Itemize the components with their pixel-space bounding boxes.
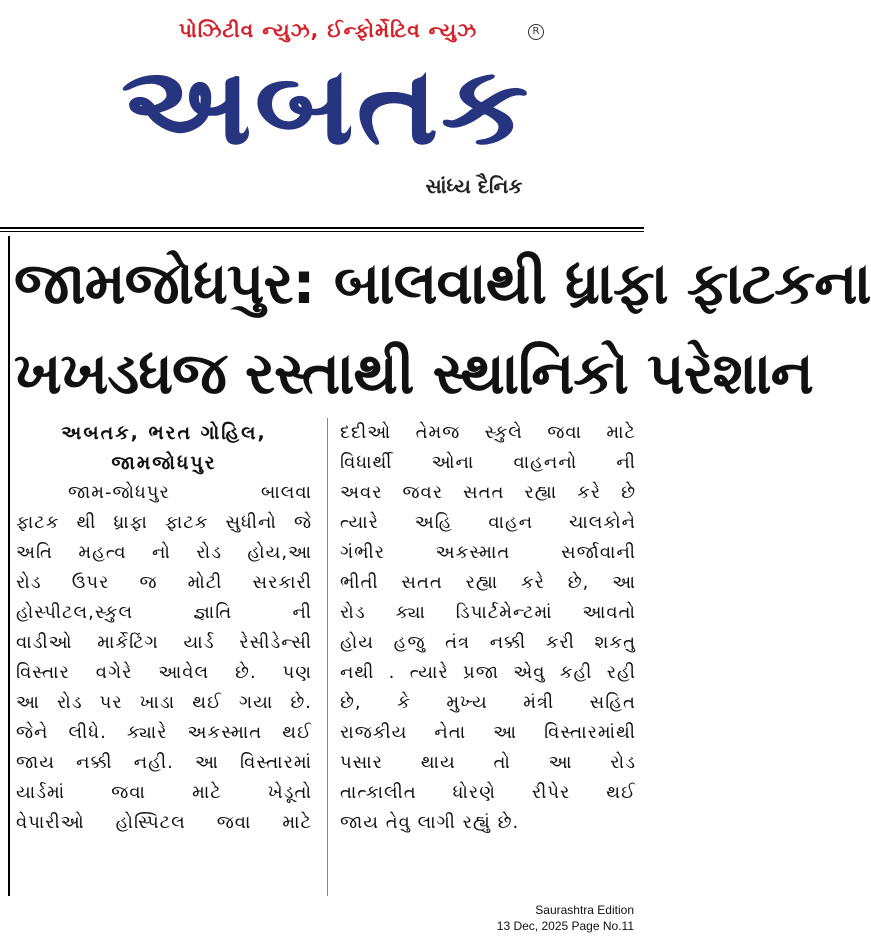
body-line: રાજકીય નેતા આ વિસ્તારમાંથી — [340, 722, 636, 743]
masthead-subtitle: સાંધ્ય દૈનિક — [425, 174, 523, 198]
body-line: જાય નક્કી નહી. આ વિસ્તારમાં — [16, 752, 312, 773]
body-line: ભીતી સતત રહ્યા કરે છે, આ — [340, 572, 636, 593]
masthead-tagline: પોઝિટીવ ન્યુઝ, ઈન્ફોર્મેટિવ ન્યુઝ — [178, 18, 478, 42]
body-line: ગંભીર અકસ્માત સર્જાવાની — [340, 542, 636, 563]
body-line: ત્યારે અહિ વાહન ચાલકોને — [340, 512, 636, 533]
body-line: નથી . ત્યારે પ્રજા એવુ કહી રહી — [340, 662, 636, 683]
masthead — [0, 0, 644, 222]
date-page-label: 13 Dec, 2025 Page No.11 — [496, 919, 634, 933]
body-line: પસાર થાય તો આ રોડ — [340, 752, 636, 773]
body-line: વાડીઓ માર્કેટિંગ યાર્ડ રેસીડેન્સી — [16, 632, 312, 653]
byline-location: જામજોધપુર — [111, 452, 217, 474]
body-line: વિસ્તાર વગેરે આવેલ છે. પણ — [16, 662, 312, 683]
body-line: જામ-જોધપુર બાલવા — [68, 482, 312, 503]
body-line: જેને લીધે. ક્યારે અકસ્માત થઈ — [16, 722, 312, 743]
body-line: તાત્કાલીત ધોરણે રીપેર થઈ — [340, 782, 636, 803]
column-divider — [327, 418, 328, 896]
body-line: દદીઓ તેમજ સ્કુલે જવા માટે — [340, 422, 636, 443]
body-line: હોસ્પીટલ,સ્કુલ જ્ઞાતિ ની — [16, 602, 312, 623]
article-column-right — [340, 418, 636, 838]
page-footer — [497, 902, 634, 934]
body-line: રોડ ઉપર જ મોટી સરકારી — [16, 572, 312, 593]
body-line: વેપારીઓ હોસ્પિટલ જવા માટે — [16, 812, 312, 833]
body-line: રોડ ક્યા ડિપાર્ટમેન્ટમાં આવતો — [340, 602, 636, 623]
article-left-border — [8, 236, 10, 896]
body-line: હોય હજુ તંત્ર નક્કી કરી શકતુ — [340, 632, 636, 653]
body-line: અતિ મહત્વ નો રોડ હોય,આ — [16, 542, 312, 563]
article-headline — [14, 238, 871, 418]
edition-label: Saurashtra Edition — [535, 903, 634, 917]
body-line: છે, કે મુખ્ય મંત્રી સહિત — [340, 692, 636, 713]
body-line: અવર જવર સતત રહ્યા કરે છે — [340, 482, 636, 503]
body-line: ફાટક થી ધ્રાફા ફાટક સુધીનો જે — [16, 512, 312, 533]
article-byline — [16, 418, 312, 478]
body-line: યાર્ડમાં જવા માટે ખેડૂતો — [16, 782, 312, 803]
body-line: જાય તેવુ લાગી રહ્યું છે. — [340, 812, 520, 833]
headline-line: ખખડધજ રસ્તાથી સ્થાનિકો પરેશાન — [14, 339, 813, 407]
registered-mark-icon: R — [528, 24, 544, 40]
headline-line: જામજોધપુર: બાલવાથી ધ્રાફા ફાટકના — [14, 249, 871, 317]
masthead-divider-thin — [0, 231, 644, 232]
masthead-divider — [0, 227, 644, 229]
body-line: આ રોડ પર ખાડા થઈ ગયા છે. — [16, 692, 312, 713]
body-line: વિધાર્થી ઓના વાહનનો ની — [340, 452, 636, 473]
byline-author: અબતક, ભરત ગોહિલ, — [61, 422, 267, 444]
newspaper-logo: અબતક — [120, 44, 532, 169]
article-column-left — [16, 418, 312, 838]
